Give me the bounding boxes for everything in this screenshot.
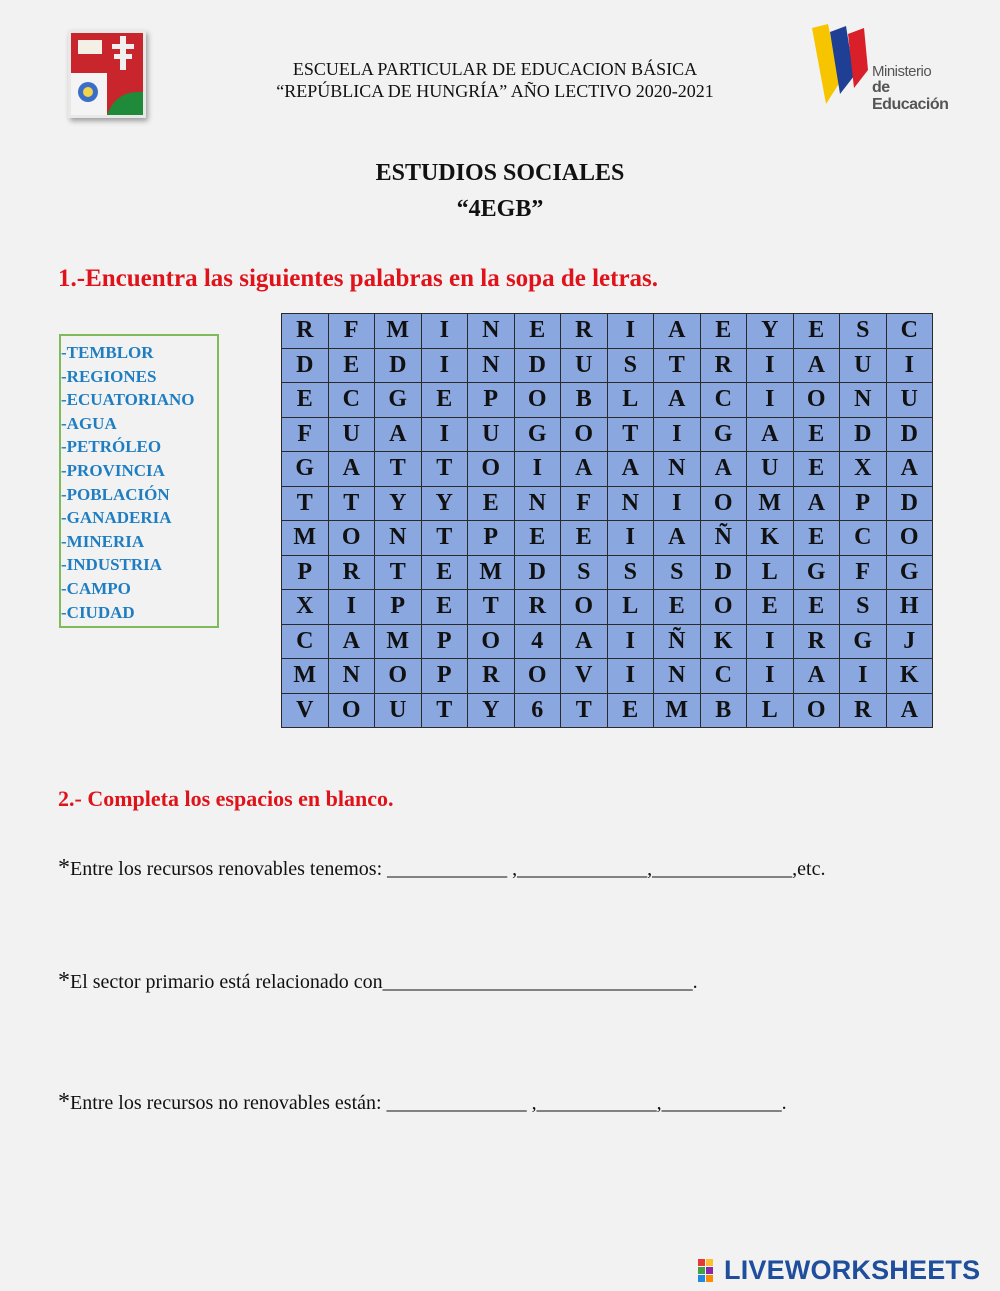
grid-letter-cell[interactable]: O xyxy=(328,693,375,728)
word-list-item: -AGUA xyxy=(61,413,117,433)
grid-letter-cell[interactable]: U xyxy=(468,417,515,452)
grid-letter-cell[interactable]: K xyxy=(700,624,747,659)
grid-letter-cell[interactable]: O xyxy=(886,521,933,556)
grid-letter-cell[interactable]: A xyxy=(793,486,840,521)
grid-letter-cell[interactable]: E xyxy=(747,590,794,625)
question-1-instruction: 1.-Encuentra las siguientes palabras en la sopa de letras. xyxy=(58,265,659,292)
grid-letter-cell[interactable]: L xyxy=(607,383,654,418)
grid-letter-cell[interactable]: I xyxy=(607,314,654,349)
word-list-item: -MINERIA xyxy=(61,531,145,551)
grid-row xyxy=(282,624,933,659)
grid-letter-cell[interactable]: E xyxy=(793,590,840,625)
grid-letter-cell[interactable]: C xyxy=(700,659,747,694)
grid-row xyxy=(282,486,933,521)
grid-letter-cell[interactable]: B xyxy=(561,383,608,418)
grid-letter-cell[interactable]: A xyxy=(654,314,701,349)
grid-letter-cell[interactable]: N xyxy=(328,659,375,694)
grid-letter-cell[interactable]: I xyxy=(607,659,654,694)
word-search-grid[interactable] xyxy=(281,313,933,728)
grid-letter-cell[interactable]: G xyxy=(514,417,561,452)
grid-letter-cell[interactable]: P xyxy=(840,486,887,521)
grid-letter-cell[interactable]: N xyxy=(654,659,701,694)
ecuador-flag-icon xyxy=(810,22,872,112)
word-list-item: -PROVINCIA xyxy=(61,460,165,480)
grid-letter-cell[interactable]: C xyxy=(282,624,329,659)
grid-letter-cell[interactable]: M xyxy=(468,555,515,590)
grid-letter-cell[interactable]: T xyxy=(654,348,701,383)
grid-letter-cell[interactable]: L xyxy=(607,590,654,625)
grid-letter-cell[interactable]: H xyxy=(886,590,933,625)
fill-blank-text: Entre los recursos no renovables están: ______________ ,____________,____________. xyxy=(70,1092,787,1114)
grid-letter-cell[interactable]: Ñ xyxy=(654,624,701,659)
grid-letter-cell[interactable]: A xyxy=(793,659,840,694)
grid-letter-cell[interactable]: U xyxy=(375,693,422,728)
grid-letter-cell[interactable]: E xyxy=(607,693,654,728)
grid-letter-cell[interactable]: O xyxy=(793,693,840,728)
grid-letter-cell[interactable]: A xyxy=(793,348,840,383)
grid-letter-cell[interactable]: X xyxy=(840,452,887,487)
grid-letter-cell[interactable]: O xyxy=(375,659,422,694)
word-list-item: -CAMPO xyxy=(61,578,131,598)
grid-letter-cell[interactable]: S xyxy=(561,555,608,590)
grid-letter-cell[interactable]: S xyxy=(607,348,654,383)
grid-letter-cell[interactable]: M xyxy=(282,659,329,694)
grid-letter-cell[interactable]: E xyxy=(468,486,515,521)
grid-letter-cell[interactable]: G xyxy=(840,624,887,659)
grid-letter-cell[interactable]: G xyxy=(700,417,747,452)
grid-letter-cell[interactable]: N xyxy=(375,521,422,556)
grid-letter-cell[interactable]: E xyxy=(561,521,608,556)
grid-row xyxy=(282,417,933,452)
grid-letter-cell[interactable]: M xyxy=(654,693,701,728)
grid-letter-cell[interactable]: U xyxy=(840,348,887,383)
word-list-item: -POBLACIÓN xyxy=(61,484,170,504)
grid-letter-cell[interactable]: R xyxy=(700,348,747,383)
grid-row xyxy=(282,659,933,694)
grid-letter-cell[interactable]: L xyxy=(747,555,794,590)
grid-letter-cell[interactable]: O xyxy=(514,383,561,418)
grid-letter-cell[interactable]: T xyxy=(561,693,608,728)
grid-letter-cell[interactable]: T xyxy=(375,555,422,590)
grid-letter-cell[interactable]: O xyxy=(328,521,375,556)
grid-letter-cell[interactable]: U xyxy=(886,383,933,418)
grid-letter-cell[interactable]: T xyxy=(328,486,375,521)
grid-letter-cell[interactable]: V xyxy=(282,693,329,728)
grid-letter-cell[interactable]: R xyxy=(840,693,887,728)
grid-row xyxy=(282,452,933,487)
grid-letter-cell[interactable]: S xyxy=(840,590,887,625)
question-2-instruction: 2.- Completa los espacios en blanco. xyxy=(58,786,394,811)
word-list-item: -TEMBLOR xyxy=(61,343,154,362)
grid-letter-cell[interactable]: G xyxy=(793,555,840,590)
grid-letter-cell[interactable]: T xyxy=(282,486,329,521)
grid-letter-cell[interactable]: I xyxy=(514,452,561,487)
grid-letter-cell[interactable]: C xyxy=(840,521,887,556)
liveworksheets-icon xyxy=(698,1259,722,1283)
grid-letter-cell[interactable]: R xyxy=(468,659,515,694)
grid-letter-cell[interactable]: F xyxy=(282,417,329,452)
grid-letter-cell[interactable]: R xyxy=(561,314,608,349)
grid-letter-cell[interactable]: O xyxy=(468,624,515,659)
grid-letter-cell[interactable]: I xyxy=(747,624,794,659)
grid-row xyxy=(282,314,933,349)
grid-letter-cell[interactable]: E xyxy=(421,555,468,590)
grid-letter-cell[interactable]: O xyxy=(561,590,608,625)
grid-letter-cell[interactable]: O xyxy=(793,383,840,418)
grid-letter-cell[interactable]: I xyxy=(747,348,794,383)
grid-letter-cell[interactable]: E xyxy=(793,417,840,452)
grid-letter-cell[interactable]: N xyxy=(607,486,654,521)
grid-letter-cell[interactable]: I xyxy=(654,417,701,452)
grid-letter-cell[interactable]: T xyxy=(375,452,422,487)
grid-letter-cell[interactable]: Y xyxy=(375,486,422,521)
grid-letter-cell[interactable]: M xyxy=(747,486,794,521)
grid-letter-cell[interactable]: X xyxy=(282,590,329,625)
fill-blank-text: Entre los recursos renovables tenemos: ____________ ,_____________,______________,etc. xyxy=(70,858,826,880)
word-list-item: -CIUDAD xyxy=(61,602,135,622)
grid-letter-cell[interactable]: I xyxy=(607,521,654,556)
grid-letter-cell[interactable]: D xyxy=(886,417,933,452)
grid-letter-cell[interactable]: E xyxy=(654,590,701,625)
grid-letter-cell[interactable]: A xyxy=(561,624,608,659)
school-name-line1: ESCUELA PARTICULAR DE EDUCACION BÁSICA xyxy=(292,59,698,79)
grid-letter-cell[interactable]: V xyxy=(561,659,608,694)
grid-letter-cell[interactable]: E xyxy=(514,314,561,349)
grid-letter-cell[interactable]: G xyxy=(282,452,329,487)
grid-letter-cell[interactable]: T xyxy=(421,693,468,728)
grid-letter-cell[interactable]: J xyxy=(886,624,933,659)
word-list-item: -REGIONES xyxy=(61,366,157,386)
grid-letter-cell[interactable]: I xyxy=(328,590,375,625)
grid-letter-cell[interactable]: I xyxy=(654,486,701,521)
grid-letter-cell[interactable]: R xyxy=(282,314,329,349)
grid-letter-cell[interactable]: 4 xyxy=(514,624,561,659)
grid-letter-cell[interactable]: N xyxy=(514,486,561,521)
fill-blank-primary-sector[interactable] xyxy=(58,968,698,995)
grid-letter-cell[interactable]: A xyxy=(700,452,747,487)
grid-letter-cell[interactable]: O xyxy=(561,417,608,452)
grid-letter-cell[interactable]: E xyxy=(421,590,468,625)
grid-letter-cell[interactable]: A xyxy=(375,417,422,452)
word-list-item: -ECUATORIANO xyxy=(61,390,195,410)
grid-letter-cell[interactable]: N xyxy=(468,348,515,383)
grid-letter-cell[interactable]: A xyxy=(747,417,794,452)
grid-letter-cell[interactable]: 6 xyxy=(514,693,561,728)
grid-letter-cell[interactable]: N xyxy=(654,452,701,487)
grid-letter-cell[interactable]: D xyxy=(840,417,887,452)
grid-letter-cell[interactable]: T xyxy=(607,417,654,452)
grid-letter-cell[interactable]: P xyxy=(421,659,468,694)
grid-letter-cell[interactable]: D xyxy=(282,348,329,383)
grid-letter-cell[interactable]: O xyxy=(468,452,515,487)
grid-letter-cell[interactable]: P xyxy=(468,383,515,418)
bullet-star: * xyxy=(58,855,70,881)
grade-label: “4EGB” xyxy=(456,196,544,222)
grid-letter-cell[interactable]: C xyxy=(886,314,933,349)
grid-letter-cell[interactable]: I xyxy=(421,314,468,349)
grid-letter-cell[interactable]: I xyxy=(421,417,468,452)
grid-letter-cell[interactable]: E xyxy=(793,314,840,349)
ministry-logo xyxy=(810,22,950,112)
word-list-item: -GANADERIA xyxy=(61,508,172,528)
grid-letter-cell[interactable]: S xyxy=(654,555,701,590)
grid-letter-cell[interactable]: M xyxy=(375,314,422,349)
grid-letter-cell[interactable]: P xyxy=(421,624,468,659)
grid-letter-cell[interactable]: N xyxy=(468,314,515,349)
grid-letter-cell[interactable]: G xyxy=(375,383,422,418)
grid-row xyxy=(282,348,933,383)
ministry-name-line2: de Educación xyxy=(872,78,949,113)
school-name-line2: “REPÚBLICA DE HUNGRÍA” AÑO LECTIVO 2020-2021 xyxy=(276,81,714,101)
grid-letter-cell[interactable]: N xyxy=(840,383,887,418)
grid-letter-cell[interactable]: Y xyxy=(468,693,515,728)
grid-letter-cell[interactable]: R xyxy=(514,590,561,625)
grid-row xyxy=(282,383,933,418)
grid-letter-cell[interactable]: D xyxy=(886,486,933,521)
grid-letter-cell[interactable]: E xyxy=(328,348,375,383)
grid-letter-cell[interactable]: O xyxy=(700,486,747,521)
grid-row xyxy=(282,693,933,728)
grid-letter-cell[interactable]: A xyxy=(607,452,654,487)
grid-letter-cell[interactable]: Y xyxy=(747,314,794,349)
grid-letter-cell[interactable]: A xyxy=(654,521,701,556)
fill-blank-nonrenewable[interactable] xyxy=(58,1089,787,1116)
fill-blank-text: El sector primario está relacionado con_______________________________. xyxy=(70,971,698,993)
grid-letter-cell[interactable]: F xyxy=(561,486,608,521)
grid-letter-cell[interactable]: K xyxy=(886,659,933,694)
grid-letter-cell[interactable]: M xyxy=(282,521,329,556)
grid-letter-cell[interactable]: E xyxy=(514,521,561,556)
grid-letter-cell[interactable]: Y xyxy=(421,486,468,521)
grid-letter-cell[interactable]: O xyxy=(514,659,561,694)
grid-letter-cell[interactable]: A xyxy=(328,452,375,487)
grid-letter-cell[interactable]: C xyxy=(700,383,747,418)
word-list-item: -INDUSTRIA xyxy=(61,555,163,575)
grid-letter-cell[interactable]: A xyxy=(328,624,375,659)
grid-letter-cell[interactable]: P xyxy=(375,590,422,625)
grid-letter-cell[interactable]: A xyxy=(886,452,933,487)
grid-row xyxy=(282,555,933,590)
grid-letter-cell[interactable]: U xyxy=(561,348,608,383)
grid-letter-cell[interactable]: M xyxy=(375,624,422,659)
liveworksheets-brand: LIVEWORKSHEETS xyxy=(724,1255,981,1285)
grid-letter-cell[interactable]: A xyxy=(886,693,933,728)
grid-letter-cell[interactable]: I xyxy=(607,624,654,659)
grid-letter-cell[interactable]: A xyxy=(654,383,701,418)
grid-letter-cell[interactable]: I xyxy=(840,659,887,694)
grid-letter-cell[interactable]: K xyxy=(747,521,794,556)
grid-letter-cell[interactable]: I xyxy=(886,348,933,383)
subject-title: ESTUDIOS SOCIALES xyxy=(375,160,625,186)
grid-row xyxy=(282,590,933,625)
grid-letter-cell[interactable]: I xyxy=(421,348,468,383)
grid-letter-cell[interactable]: D xyxy=(514,555,561,590)
grid-letter-cell[interactable]: I xyxy=(747,383,794,418)
ministry-name-line1: Ministerio xyxy=(872,63,932,80)
grid-letter-cell[interactable]: E xyxy=(282,383,329,418)
grid-letter-cell[interactable]: T xyxy=(421,452,468,487)
school-crest-logo xyxy=(68,30,146,118)
grid-letter-cell[interactable]: S xyxy=(607,555,654,590)
grid-letter-cell[interactable]: U xyxy=(747,452,794,487)
word-list-box xyxy=(59,334,219,628)
grid-letter-cell[interactable]: T xyxy=(468,590,515,625)
bullet-star: * xyxy=(58,1089,70,1115)
grid-letter-cell[interactable]: Ñ xyxy=(700,521,747,556)
fill-blank-renewable[interactable] xyxy=(58,855,825,882)
grid-letter-cell[interactable]: O xyxy=(700,590,747,625)
grid-letter-cell[interactable]: P xyxy=(282,555,329,590)
grid-letter-cell[interactable]: R xyxy=(328,555,375,590)
grid-letter-cell[interactable]: A xyxy=(561,452,608,487)
school-name xyxy=(200,58,790,102)
grid-letter-cell[interactable]: T xyxy=(421,521,468,556)
grid-letter-cell[interactable]: D xyxy=(375,348,422,383)
bullet-star: * xyxy=(58,968,70,994)
grid-letter-cell[interactable]: D xyxy=(514,348,561,383)
grid-letter-cell[interactable]: U xyxy=(328,417,375,452)
grid-letter-cell[interactable]: C xyxy=(328,383,375,418)
grid-letter-cell[interactable]: P xyxy=(468,521,515,556)
grid-letter-cell[interactable]: D xyxy=(700,555,747,590)
grid-letter-cell[interactable]: B xyxy=(700,693,747,728)
grid-letter-cell[interactable]: E xyxy=(700,314,747,349)
grid-row xyxy=(282,521,933,556)
grid-letter-cell[interactable]: S xyxy=(840,314,887,349)
grid-letter-cell[interactable]: E xyxy=(793,521,840,556)
word-list-item: -PETRÓLEO xyxy=(61,437,162,457)
grid-letter-cell[interactable]: F xyxy=(328,314,375,349)
grid-letter-cell[interactable]: L xyxy=(747,693,794,728)
grid-letter-cell[interactable]: E xyxy=(421,383,468,418)
grid-letter-cell[interactable]: R xyxy=(793,624,840,659)
grid-letter-cell[interactable]: E xyxy=(793,452,840,487)
grid-letter-cell[interactable]: F xyxy=(840,555,887,590)
grid-letter-cell[interactable]: G xyxy=(886,555,933,590)
grid-letter-cell[interactable]: I xyxy=(747,659,794,694)
